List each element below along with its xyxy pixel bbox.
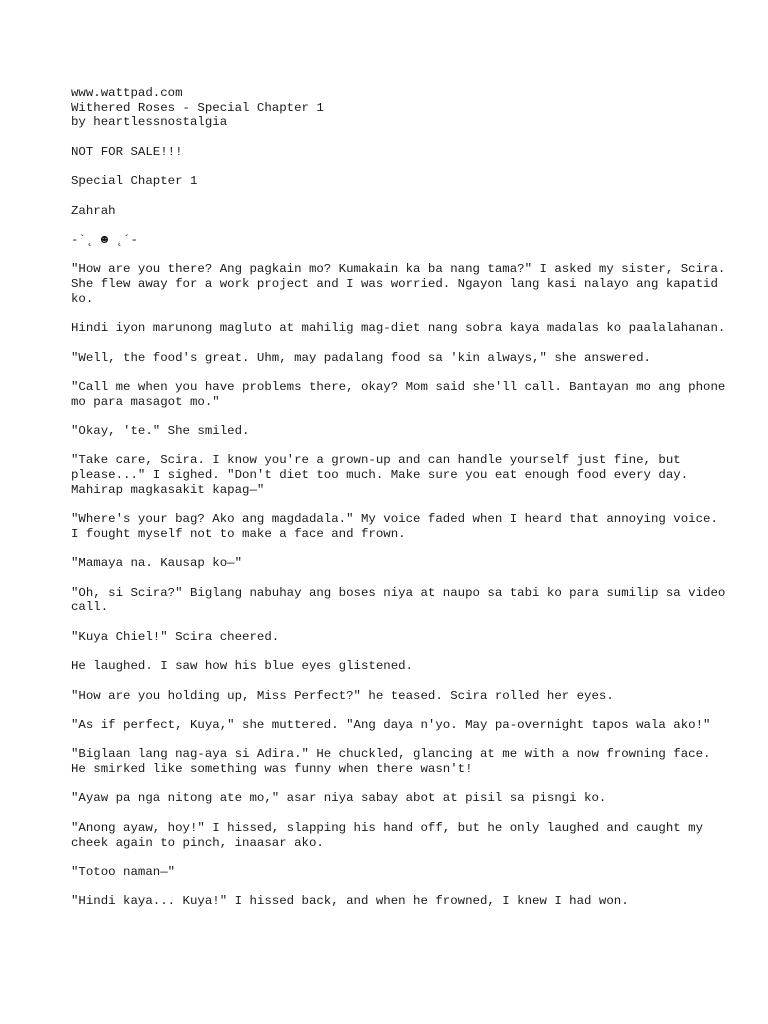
story-paragraph: Hindi iyon marunong magluto at mahilig mag-diet nang sobra kaya madalas ko paalalahanan.: [71, 321, 726, 336]
story-paragraph: "Where's your bag? Ako ang magdadala." My voice faded when I heard that annoying voice. I fought myself not to make a face and frown.: [71, 512, 718, 541]
chapter-heading: Special Chapter 1: [71, 174, 198, 189]
story-paragraph: "How are you holding up, Miss Perfect?" he teased. Scira rolled her eyes.: [71, 688, 614, 703]
author-line: by heartlessnostalgia: [71, 115, 228, 130]
story-paragraph: "Okay, 'te." She smiled.: [71, 424, 250, 439]
story-paragraph: "As if perfect, Kuya," she muttered. "Ang daya n'yo. May pa-overnight tapos wala ako!": [71, 717, 711, 732]
pov-name: Zahrah: [71, 203, 116, 218]
section-divider: -`˛ ☻ ˛´-: [71, 232, 138, 247]
story-paragraph: "Hindi kaya... Kuya!" I hissed back, and when he frowned, I knew I had won.: [71, 894, 629, 909]
story-paragraph: "Take care, Scira. I know you're a grown-up and can handle yourself just fine, but please..." I sighed. "Don't diet too much. Make sure you eat enough food every day. Mahirap magkasakit kapag—": [71, 453, 689, 497]
site-url: www.wattpad.com: [71, 86, 183, 100]
story-paragraph: He laughed. I saw how his blue eyes glistened.: [71, 659, 414, 674]
story-paragraph: "Mamaya na. Kausap ko—": [71, 556, 243, 571]
document-page: [71, 86, 731, 924]
story-paragraph: "Call me when you have problems there, okay? Mom said she'll call. Bantayan mo ang phone mo para masagot mo.": [71, 379, 726, 409]
story-paragraph: "Ayaw pa nga nitong ate mo," asar niya sabay abot at pisil sa pisngi ko.: [71, 791, 607, 806]
story-paragraph: "Anong ayaw, hoy!" I hissed, slapping his hand off, but he only laughed and caught my cheek again to pinch, inaasar ako.: [71, 820, 704, 850]
story-paragraph: "Well, the food's great. Uhm, may padalang food sa 'kin always," she answered.: [71, 350, 651, 365]
story-paragraph: "Kuya Chiel!" Scira cheered.: [71, 629, 280, 644]
story-paragraph: "Biglaan lang nag-aya si Adira." He chuckled, glancing at me with a now frowning face. He smirked like something was funny when there wasn't!: [71, 747, 711, 777]
document-header: [71, 86, 731, 130]
story-title: Withered Roses - Special Chapter 1: [71, 100, 324, 115]
story-paragraph: "Totoo naman—": [71, 864, 176, 879]
notice-text: NOT FOR SALE!!!: [71, 144, 183, 159]
story-paragraph: "How are you there? Ang pagkain mo? Kumakain ka ba nang tama?" I asked my sister, Scira. She flew away for a work project and I was worried. Ngayon lang kasi nalayo ang kapatid ko.: [71, 262, 726, 306]
story-paragraph: "Oh, si Scira?" Biglang nabuhay ang boses niya at naupo sa tabi ko para sumilip sa video call.: [71, 585, 726, 615]
